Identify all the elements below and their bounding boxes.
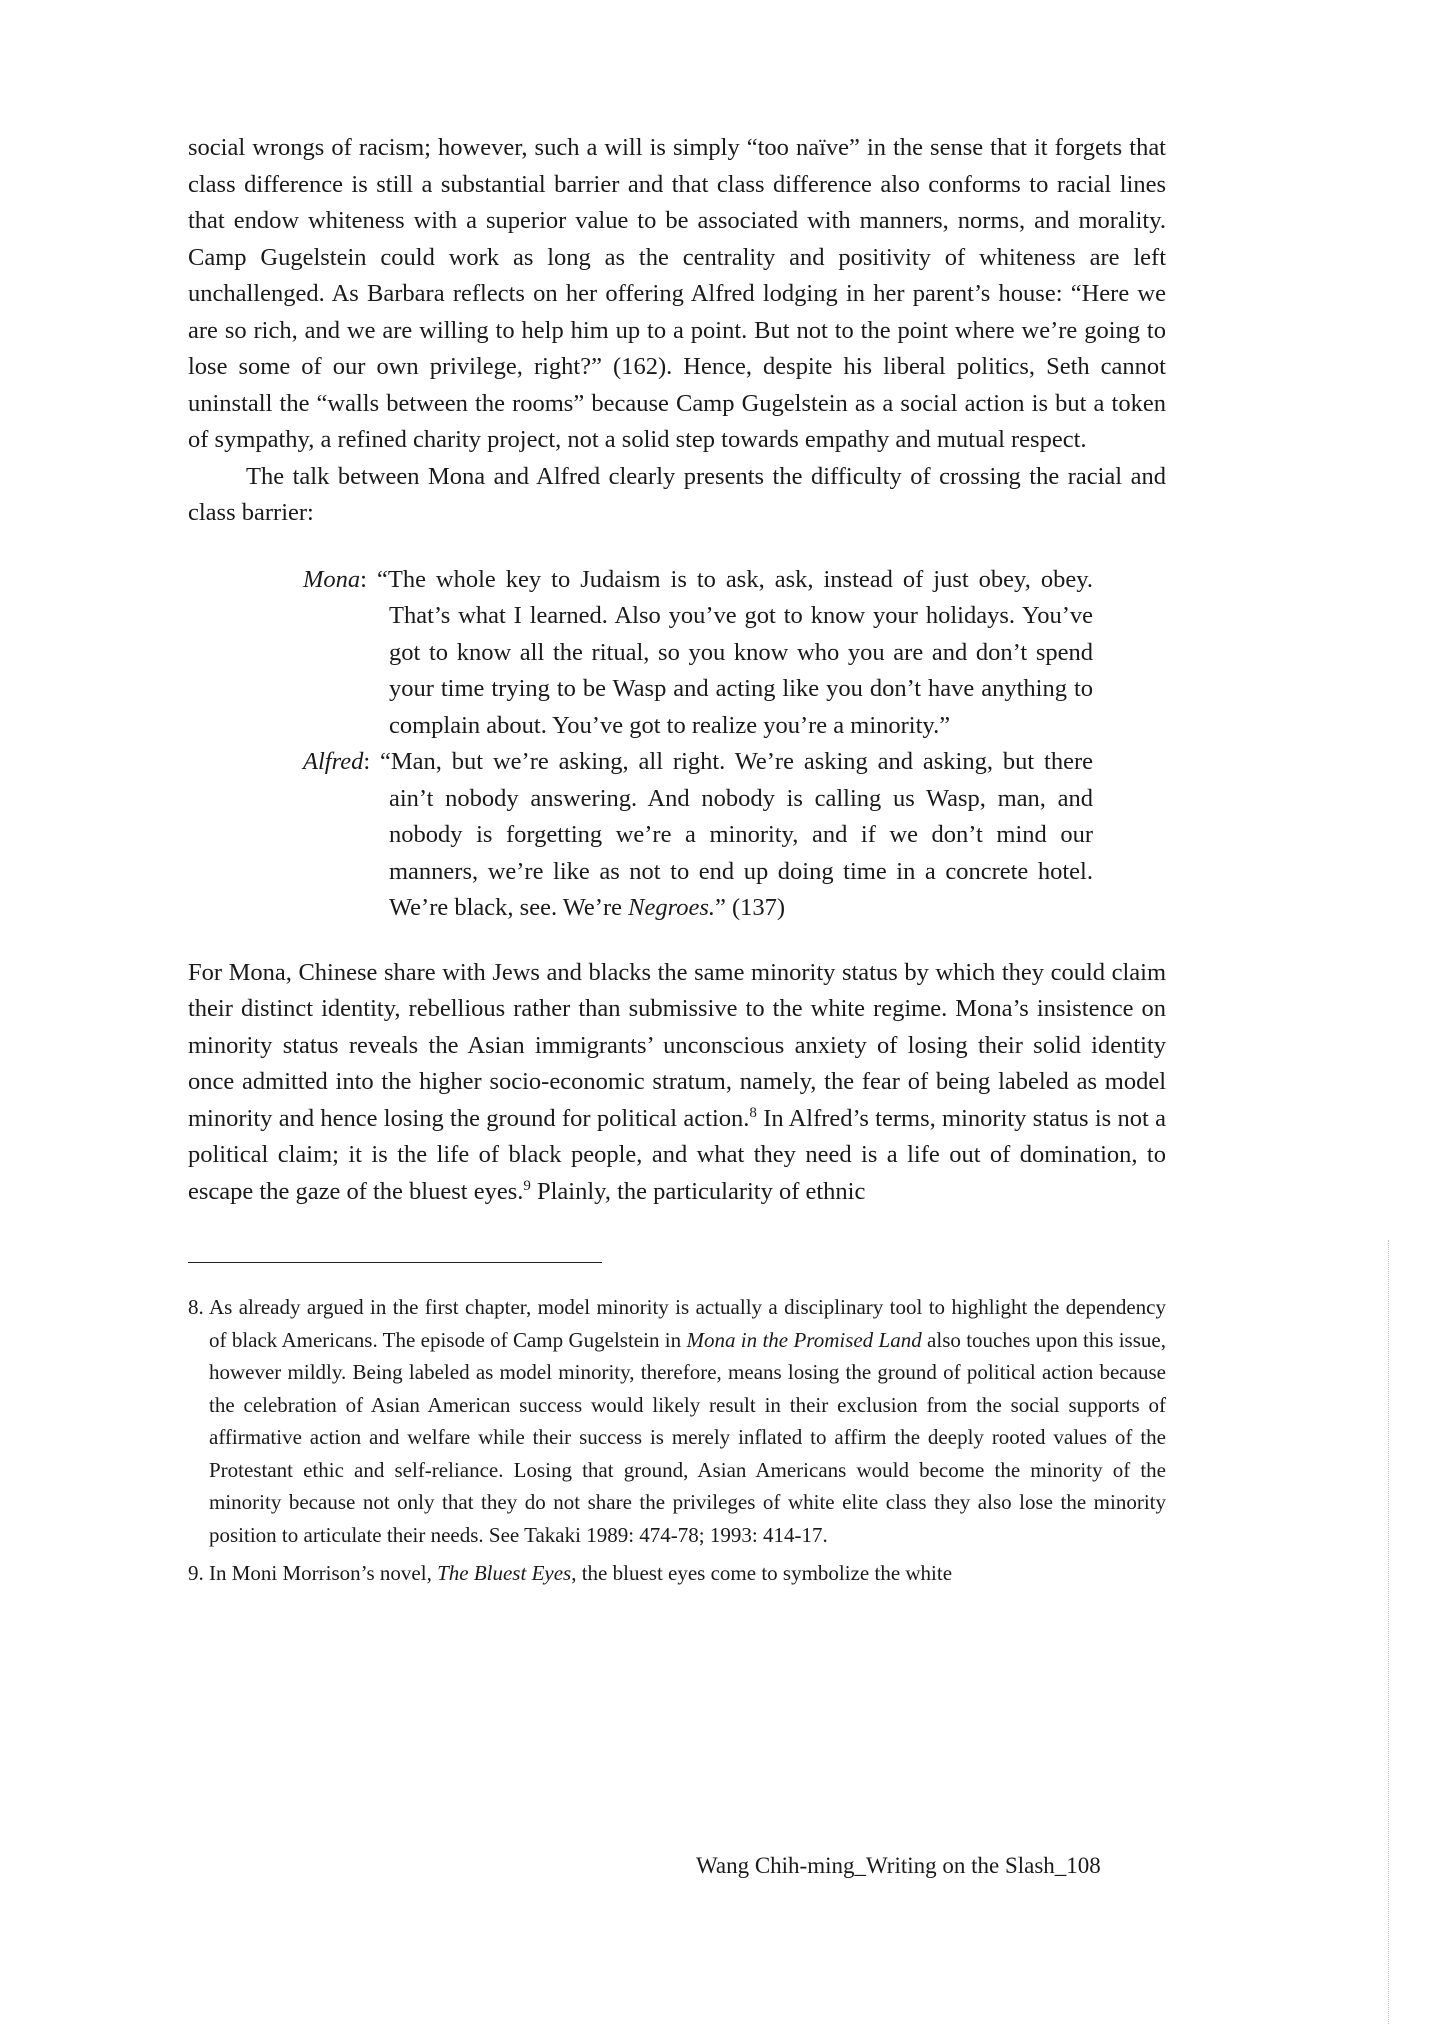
footnote-9-text-b: , the bluest eyes come to symbolize the white [571,1561,953,1585]
footnote-8-text-a: 8. As already argued in the first chapter, model minority is actually a disciplinary tool to highlight the dependency of black Americans. The episode of Camp Gugelstein in [188,1295,1166,1352]
paragraph-3-part-c: Plainly, the particularity of ethnic [530,1177,866,1205]
speaker-alfred: Alfred [303,748,364,775]
dialogue-citation-alfred: ” (137) [714,894,786,921]
footnote-ref-9: 9 [523,1177,531,1194]
paragraph-3-part-b: In Alfred’s terms, minority status is not a political claim; it is the life of black people, and what they need is a life out of domination, to escape the gaze of the bluest eyes. [188,1104,1166,1205]
speaker-mona: Mona [303,565,361,593]
dialogue-italic-negroes: Negroes. [628,894,715,921]
footnote-8-title: Mona in the Promised Land [686,1327,922,1352]
running-footer: Wang Chih-ming_Writing on the Slash_108 [696,1853,1101,1878]
dialogue-text-mona: : “The whole key to Judaism is to ask, ask, instead of just obey, obey. That’s what I learned. Also you’ve got to know your holidays. You’ve got to know all the ritual, so you know who you are and don’t spend your time trying to be Wasp and acting like you don’t have anything to complain about. You’ve got to realize you’re a minority.” [360,565,1093,739]
page-body [188,130,1166,1596]
footnote-divider [188,1262,602,1263]
footnote-9-text-a: 9. In Moni Morrison’s novel, [188,1561,438,1585]
block-quote-dialogue [188,562,1093,927]
dialogue-line-alfred [303,744,1093,927]
footnote-9 [188,1557,1166,1590]
paragraph-1: social wrongs of racism; however, such a will is simply “too naïve” in the sense that it forgets that class difference is still a substantial barrier and that class difference also conforms to racial lines that endow whiteness with a superior value to be associated with manners, norms, and morality. Camp Gugelstein could work as long as the centrality and positivity of whiteness are left unchallenged. As Barbara reflects on her offering Alfred lodging in her parent’s house: “Here we are so rich, and we are willing to help him up to a point. But not to the point where we’re going to lose some of our own privilege, right?” (162). Hence, despite his liberal politics, Seth cannot uninstall the “walls between the rooms” because Camp Gugelstein as a social action is but a token of sympathy, a refined charity project, not a solid step towards empathy and mutual respect. [188,134,1166,453]
paragraph-3-part-a: For Mona, Chinese share with Jews and blacks the same minority status by which they could claim their distinct identity, rebellious rather than submissive to the white regime. Mona’s insistence on minority status reveals the Asian immigrants’ unconscious anxiety of losing their solid identity once admitted into the higher socio-economic stratum, namely, the fear of being labeled as model minority and hence losing the ground for political action. [188,958,1166,1132]
footnote-ref-8: 8 [749,1104,757,1121]
paragraph-2: The talk between Mona and Alfred clearly presents the difficulty of crossing the racial and class barrier: [188,462,1166,526]
footnote-8 [188,1291,1166,1551]
paragraph-3 [188,955,1166,1211]
footnote-9-title: The Bluest Eyes [437,1561,572,1585]
dialogue-line-mona [303,562,1093,745]
scan-edge-line [1388,1240,1390,2024]
dialogue-text-alfred: : “Man, but we’re asking, all right. We’re asking and asking, but there ain’t nobody answering. And nobody is calling us Wasp, man, and nobody is forgetting we’re a minority, and if we don’t mind our manners, we’re like as not to end up doing time in a concrete hotel. We’re black, see. We’re [363,748,1093,921]
footnote-8-text-b: also touches upon this issue, however mildly. Being labeled as model minority, therefore, means losing the ground of political action because the celebration of Asian American success would likely result in their exclusion from the social supports of affirmative action and welfare while their success is merely inflated to affirm the deeply rooted values of the Protestant ethic and self-reliance. Losing that ground, Asian Americans would become the minority of the minority because not only that they do not share the privileges of white elite class they also lose the minority position to articulate their needs. See Takaki 1989: 474-78; 1993: 414-17. [209,1327,1166,1547]
